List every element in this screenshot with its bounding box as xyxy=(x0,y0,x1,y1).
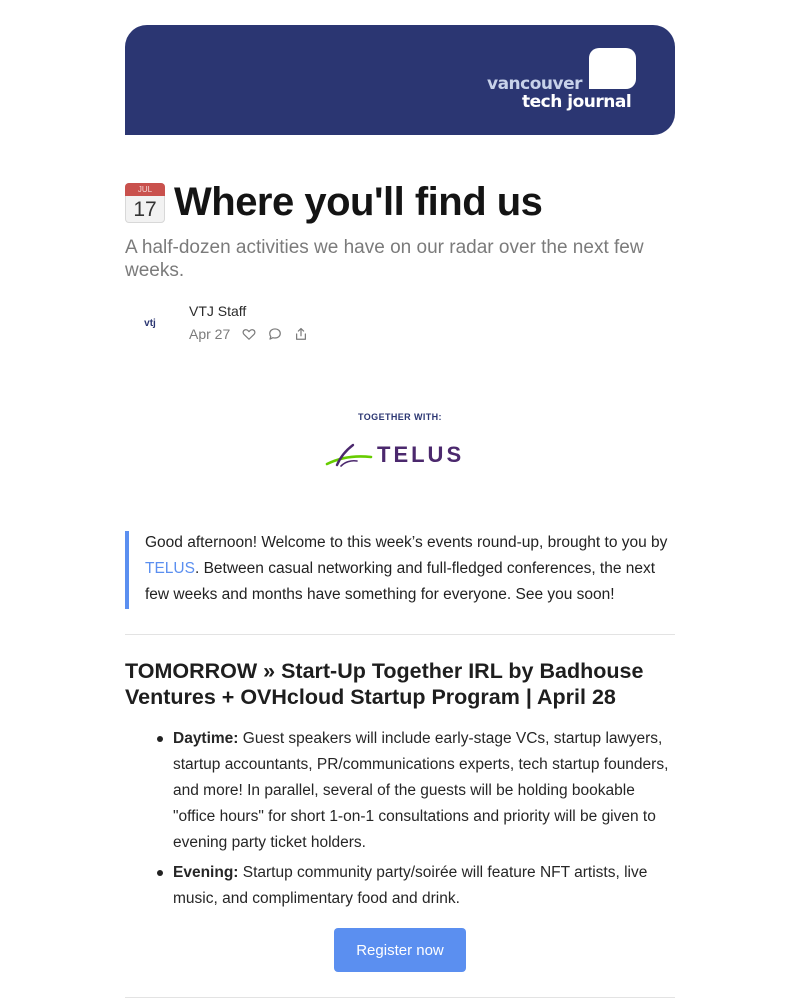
intro-callout xyxy=(125,531,675,609)
author-avatar[interactable]: vtj xyxy=(144,317,156,329)
heart-icon[interactable] xyxy=(242,327,256,341)
author-name[interactable]: VTJ Staff xyxy=(189,303,247,319)
list-item xyxy=(125,726,675,856)
item-text: Guest speakers will include early-stage VCs, startup lawyers, startup accountants, PR/communications experts, tech startup founders, and more! In parallel, several of the guests will be holding bookable "office hours" for short 1-on-1 consultations and priority will be given to evening party ticket holders. xyxy=(173,730,669,851)
telus-wordmark: TELUS xyxy=(377,442,465,467)
item-label: Daytime: xyxy=(173,730,239,747)
intro-text-before: Good afternoon! Welcome to this week’s events round-up, brought to you by xyxy=(145,534,668,551)
event-details-list xyxy=(125,726,675,916)
calendar-icon xyxy=(125,183,165,223)
section-divider xyxy=(125,997,675,998)
intro-text xyxy=(145,530,675,608)
page-title: Where you'll find us xyxy=(174,179,543,224)
sponsor-block xyxy=(125,410,675,480)
share-icon[interactable] xyxy=(294,327,308,341)
header-banner xyxy=(125,25,675,135)
telus-swoosh-icon xyxy=(325,438,375,472)
post-meta xyxy=(189,325,320,343)
event-title: TOMORROW » Start-Up Together IRL by Badhouse Ventures + OVHcloud Startup Program | April 28 xyxy=(125,659,644,709)
post-date: Apr 27 xyxy=(189,326,231,342)
telus-link[interactable]: TELUS xyxy=(145,560,195,577)
calendar-day: 17 xyxy=(133,198,157,221)
site-logo[interactable] xyxy=(487,47,647,117)
post-title-row xyxy=(125,172,675,232)
calendar-month: JUL xyxy=(125,183,165,196)
byline xyxy=(125,298,675,348)
sponsor-label: TOGETHER WITH: xyxy=(358,412,442,422)
logo-speech-bubble xyxy=(589,48,636,89)
logo-text-vancouver: vancouver xyxy=(487,74,583,94)
register-button[interactable]: Register now xyxy=(334,928,466,972)
section-divider xyxy=(125,634,675,635)
comment-icon[interactable] xyxy=(268,327,282,341)
post-subtitle: A half-dozen activities we have on our radar over the next few weeks. xyxy=(125,237,644,281)
logo-text-tech-journal: tech journal xyxy=(522,92,632,112)
telus-logo[interactable] xyxy=(325,438,485,472)
list-item xyxy=(125,860,675,912)
intro-text-after: . Between casual networking and full-fledged conferences, the next few weeks and months have something for everyone. See you soon! xyxy=(145,560,656,603)
item-text: Startup community party/soirée will feature NFT artists, live music, and complimentary food and drink. xyxy=(173,864,648,907)
item-label: Evening: xyxy=(173,864,239,881)
